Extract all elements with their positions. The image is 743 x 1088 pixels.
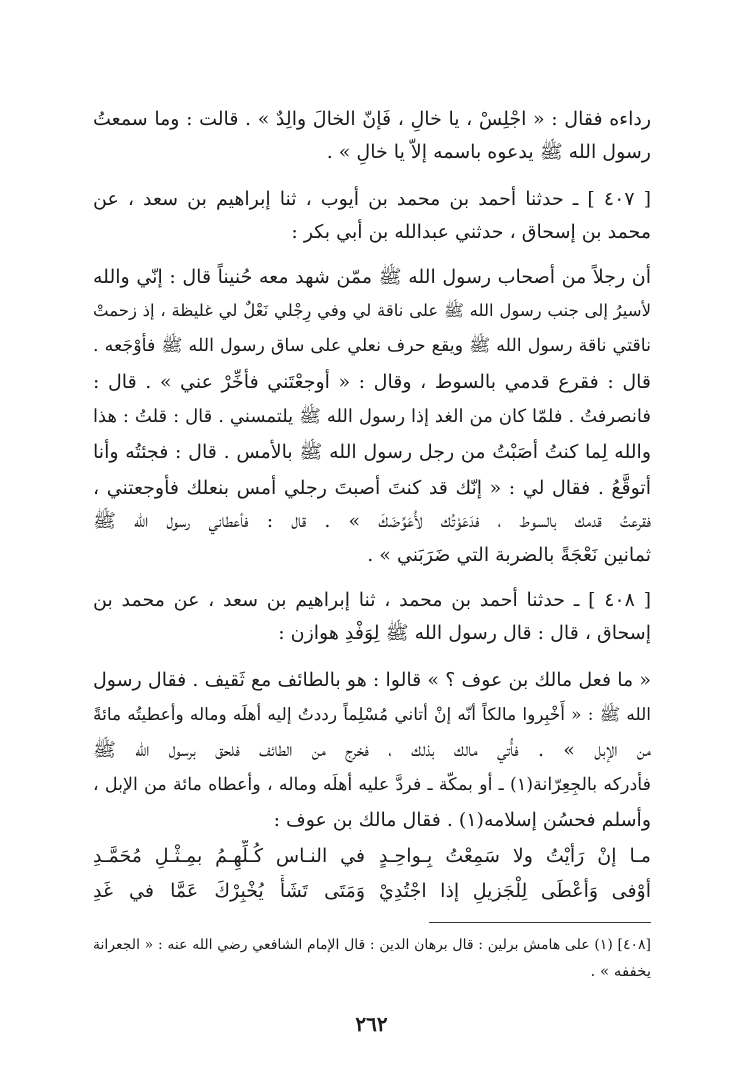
text-line: وأسلم فحسُن إسلامه(١) . فقال مالك بن عوف : [273,809,651,831]
footnote-line: يخففه » . [590,962,651,980]
text-line: قال : فقرع قدمي بالسوط ، وقال : « أوجعْتَني فأخِّرْ عني » . قال : [93,371,651,393]
text-line: لأسيرُ إلى جنب رسول الله ﷺ على ناقة لي وفي رِجْلي نَعْلٌ لي غليظة ، إذ زحمتْ [93,301,651,320]
text-line: فقرعتُ قدمك بالسوط ، فدَعَوْتُك لأُعَوِّضَكَ » . قال : فأعطاني رسول الله ﷺ [93,510,651,532]
text-line: أتوقَّعُ . فقال لي : « إنّك قد كنتَ أصبتَ رجلي أمس بنعلك فأوجعتني ، [93,477,651,499]
verse-second-hemistich: وَمَتَى تَشَأْ يُخْبِرْكَ عَمَّا في غَدِ [93,880,365,902]
hadith-407-header: [ ٤٠٧ ] ـ حدثنا أحمد بن محمد بن أيوب ، ثنا إبراهيم بن سعد ، عن [93,188,651,210]
text-line: إسحاق ، قال : قال رسول الله ﷺ لِوَفْدِ هوازن : [278,622,651,644]
text-line: فانصرفتُ . فلمّا كان من الغد إذا رسول الله ﷺ يلتمسني . قال : قلتُ : هذا [93,406,651,427]
hadith-408-header: [ ٤٠٨ ] ـ حدثنا أحمد بن محمد ، ثنا إبراهيم بن سعد ، عن محمد بن [93,589,651,611]
verse-line [93,840,651,874]
text-line: الله ﷺ : « أَخْبِروا مالكاً أنّه إنْ أتاني مُسْلِماً رددتُ إليه أهلَه وماله وأعطيتُه مائةً [93,705,651,725]
verse-first-hemistich: أوْفى وَأعْطَى لِلْجَزيلِ إذا اجْتُدِيْ [379,880,651,902]
text-line: رسول الله ﷺ يدعوه باسمه إلاّ يا خالِ » . [326,141,651,163]
verse-first-hemistich: مـا إنْ رَأيْتُ ولا سَمِعْتُ بِـواحِـدٍ [379,845,651,867]
text-line: ناقتي ناقة رسول الله ﷺ ويقع حرف نعلي على ساق رسول الله ﷺ فأوْجَعه . [93,336,651,356]
verse-line [93,875,651,909]
footnote-separator [429,922,651,923]
text-line: فأدركه بالجِعِرّانة(١) ـ أو بمكّة ـ فردَّ عليه أهلَه وماله ، وأعطاه مائة من الإبل ، [93,775,651,795]
text-line: ثمانين نَعْجَةً بالضربة التي ضَرَبَني » . [367,544,651,566]
verse-second-hemistich: في النـاس كُـلِّهِـمُ بمِـثْـلِ مُحَمَّـدِ [93,845,365,867]
text-line: محمد بن إسحاق ، حدثني عبدالله بن أبي بكر : [291,221,651,243]
text-line: والله لِما كنتُ أصَبْتُ من رجل رسول الله ﷺ بالأمس . قال : فجئتُه وأنا [93,441,651,463]
text-line: رداءه فقال : « اجْلِسْ ، يا خالِ ، فَإنّ الخالَ والِدٌ » . قالت : وما سمعتُ [93,108,651,130]
page-number: ٢٦٢ [355,1012,388,1036]
footnote-line: [٤٠٨] (١) على هامش برلين : قال برهان الدين : قال الإمام الشافعي رضي الله عنه : « الجعرانة [93,937,651,953]
text-line: من الإبل » . فأُتي مالك بذلك ، فخرج من الطائف فلحق برسول الله ﷺ [93,739,651,761]
text-line: أن رجلاً من أصحاب رسول الله ﷺ ممّن شهد معه حُنيناً قال : إنّي والله [93,266,651,288]
text-line: « ما فعل مالك بن عوف ؟ » قالوا : هو بالطائف مع ثَقيف . فقال رسول [93,669,651,691]
